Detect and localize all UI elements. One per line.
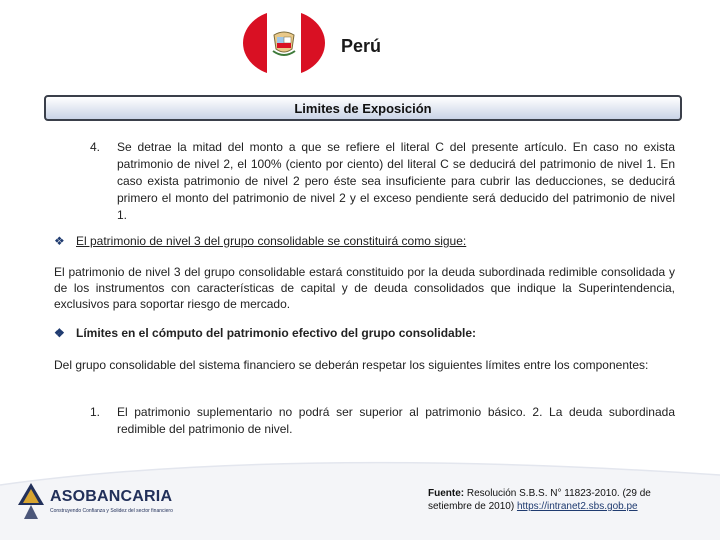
peru-flag-icon (243, 10, 325, 76)
list-item-4 (90, 139, 675, 224)
list-item-text: El patrimonio suplementario no podrá ser superior al patrimonio básico. 2. La deuda subordinada redimible del patrimonio de nivel. (117, 405, 675, 436)
source-text: Resolución S.B.S. N° 11823-2010. (29 de setiembre de 2010) (428, 488, 651, 512)
asobancaria-emblem-icon (18, 483, 44, 519)
logo-name: ASOBANCARIA (50, 488, 173, 505)
section-banner (44, 95, 682, 121)
source-citation (428, 487, 686, 513)
logo-tagline: Construyendo Confianza y Solidez del sector financiero (50, 508, 173, 514)
source-link[interactable]: https://intranet2.sbs.gob.pe (516, 501, 638, 512)
diamond-bullet-icon: ❖ (54, 234, 65, 248)
diamond-bullet-icon: ❖ (54, 326, 65, 340)
bullet-limites (54, 326, 476, 340)
bullet-text: El patrimonio de nivel 3 del grupo consolidable se constituirá como sigue: (76, 234, 467, 248)
list-item-number: 1. (90, 405, 101, 419)
source-label: Fuente: (428, 488, 465, 499)
paragraph-limites: Del grupo consolidable del sistema financiero se deberán respetar los siguientes límites entre los componentes: (54, 358, 649, 372)
country-title: Perú (341, 36, 382, 56)
list-item-number: 4. (90, 140, 101, 154)
list-item-text: Se detrae la mitad del monto a que se refiere el literal C del presente artículo. En caso no exista patrimonio de nivel 2, el 100% (ciento por ciento) del literal C se deducirá del patrimonio de nivel 1. En caso exista patrimonio de nivel 2 pero éste sea insuficiente para cubrir las deducciones, se deducirá primero el monto del patrimonio de nivel 2 y el exceso pendiente será deducido del patrimonio de nivel 1. (117, 140, 675, 222)
coat-of-arms-icon (271, 29, 297, 57)
asobancaria-logo (18, 483, 173, 519)
bullet-nivel-3 (54, 234, 466, 248)
paragraph-nivel-3: El patrimonio de nivel 3 del grupo consolidable estará constituido por la deuda subordinada redimible consolidada y de los instrumentos con características de capital y de deuda consolidados que indique la Superintendencia, exclusivos para soportar riesgo de mercado. (54, 265, 675, 311)
banner-title: Limites de Exposición (294, 100, 432, 116)
bullet-text: Límites en el cómputo del patrimonio efectivo del grupo consolidable: (76, 326, 477, 340)
list-item-1 (90, 404, 675, 438)
